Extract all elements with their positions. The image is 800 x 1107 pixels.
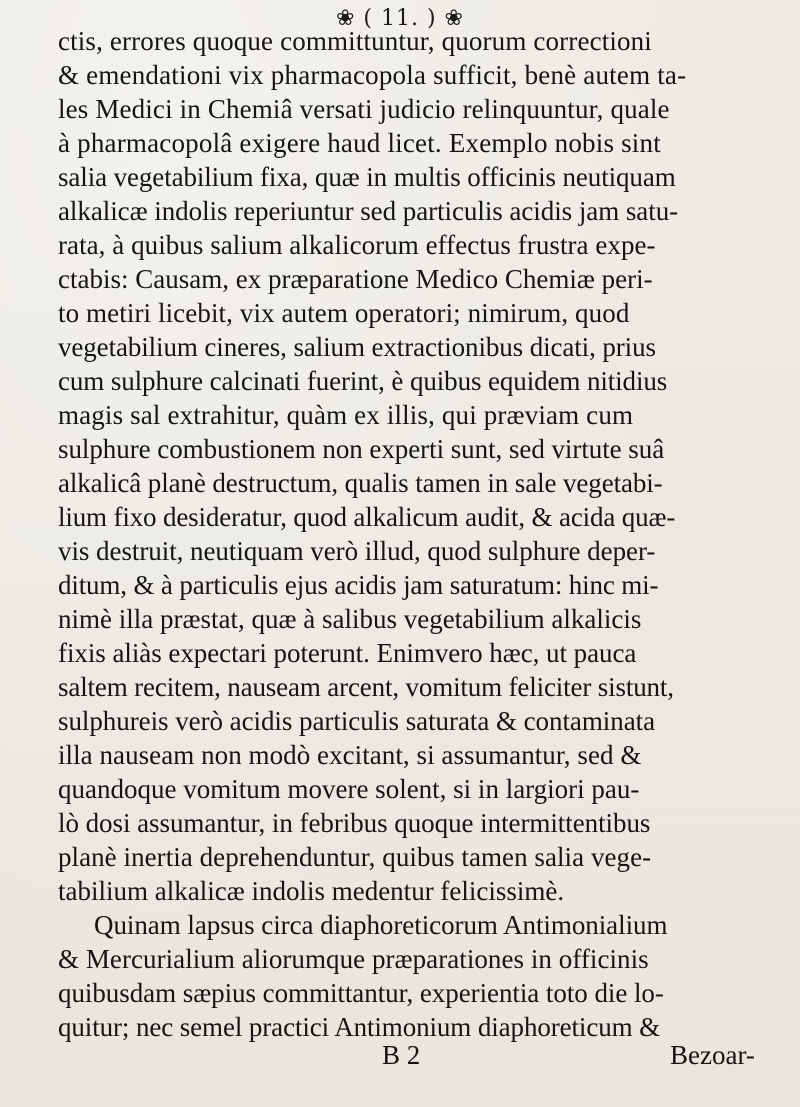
- text-line: sulphureis verò acidis particulis saturata & contaminata: [58, 706, 656, 736]
- text-line: ctis, errores quoque committuntur, quorum correctioni: [58, 26, 652, 56]
- catchword: Bezoar-: [670, 1040, 755, 1070]
- text-line: alkalicâ planè destructum, qualis tamen in sale vegetabi-: [58, 468, 663, 498]
- text-line: ditum, & à particulis ejus acidis jam saturatum: hinc mi-: [58, 570, 659, 600]
- text-line: fixis aliàs expectari poterunt. Enimvero hæc, ut pauca: [58, 638, 637, 668]
- text-line: cum sulphure calcinati fuerint, è quibus equidem nitidius: [58, 366, 668, 396]
- text-line: sulphure combustionem non experti sunt, sed virtute suâ: [58, 434, 665, 464]
- text-line: lò dosi assumantur, in febribus quoque intermittentibus: [58, 808, 651, 838]
- text-line: rata, à quibus salium alkalicorum effectus frustra expe-: [58, 230, 656, 260]
- signature-mark: B 2: [382, 1040, 421, 1070]
- text-line: & emendationi vix pharmacopola sufficit, benè autem ta-: [58, 60, 687, 90]
- text-line: saltem recitem, nauseam arcent, vomitum feliciter sistunt,: [58, 672, 674, 702]
- text-line: quitur; nec semel practici Antimonium diaphoreticum &: [58, 1012, 661, 1042]
- text-line: nimè illa præstat, quæ à salibus vegetabilium alkalicis: [58, 604, 642, 634]
- text-line: ctabis: Causam, ex præparatione Medico Chemiæ peri-: [58, 264, 653, 294]
- text-line: illa nauseam non modò excitant, si assumantur, sed &: [58, 740, 642, 770]
- text-line: Quinam lapsus circa diaphoreticorum Antimonialium: [94, 910, 668, 940]
- text-line: tabilium alkalicæ indolis medentur felicissimè.: [58, 876, 565, 906]
- text-line: & Mercurialium aliorumque præparationes in officinis: [58, 944, 649, 974]
- text-line: lium fixo desideratur, quod alkalicum audit, & acida quæ-: [58, 502, 676, 532]
- page-header: ❀ ( 11. ) ❀: [336, 6, 464, 31]
- text-line: to metiri licebit, vix autem operatori; nimirum, quod: [58, 298, 630, 328]
- text-line: les Medici in Chemiâ versati judicio relinquuntur, quale: [58, 94, 670, 124]
- text-line: salia vegetabilium fixa, quæ in multis officinis neutiquam: [58, 162, 676, 192]
- text-line: planè inertia deprehenduntur, quibus tamen salia vege-: [58, 842, 652, 872]
- text-line: vis destruit, neutiquam verò illud, quod sulphure deper-: [58, 536, 656, 566]
- text-line: quibusdam sæpius committantur, experientia toto die lo-: [58, 978, 664, 1008]
- text-line: vegetabilium cineres, salium extractionibus dicati, prius: [58, 332, 656, 362]
- text-line: quandoque vomitum movere solent, si in largiori pau-: [58, 774, 640, 804]
- text-line: alkalicæ indolis reperiuntur sed particulis acidis jam satu-: [58, 196, 679, 226]
- text-line: à pharmacopolâ exigere haud licet. Exemplo nobis sint: [58, 128, 661, 158]
- text-line: magis sal extrahitur, quàm ex illis, qui præviam cum: [58, 400, 634, 430]
